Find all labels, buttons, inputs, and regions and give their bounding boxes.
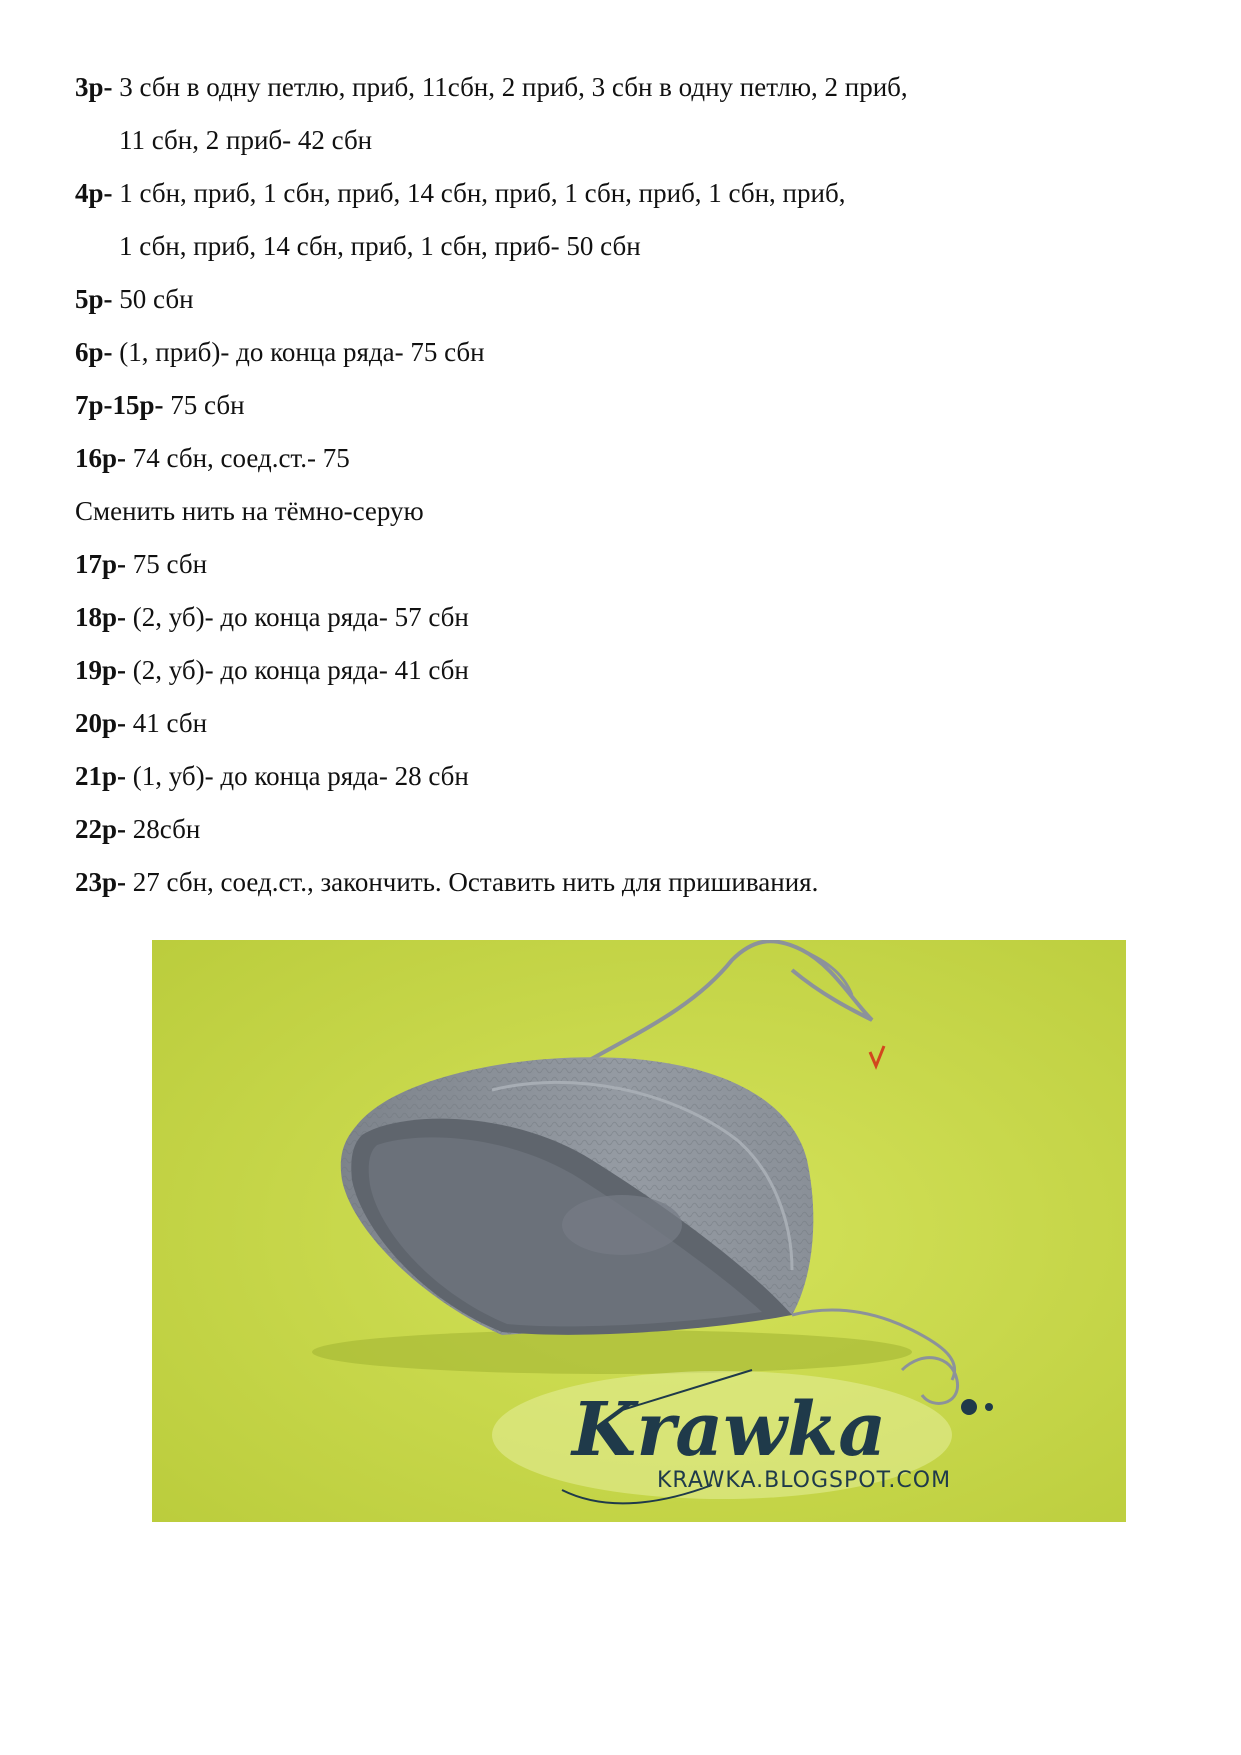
row-text: 75 сбн bbox=[126, 549, 208, 579]
logo-url: KRAWKA.BLOGSPOT.COM bbox=[657, 1468, 952, 1493]
instruction-text: Сменить нить на тёмно-серую bbox=[75, 496, 424, 526]
row-text: 28сбн bbox=[126, 814, 201, 844]
row-label: 17р- bbox=[75, 549, 127, 579]
row-text: 27 сбн, соед.ст., закончить. Оставить нить для пришивания. bbox=[126, 867, 819, 897]
row-label: 23р- bbox=[75, 867, 127, 897]
row-line bbox=[75, 547, 1175, 582]
row-text: 11 сбн, 2 приб- 42 сбн bbox=[119, 125, 373, 155]
row-label: 22р- bbox=[75, 814, 127, 844]
row-label: 3р- bbox=[75, 72, 113, 102]
row-text: 75 сбн bbox=[163, 390, 245, 420]
row-label: 5р- bbox=[75, 284, 113, 314]
row-text: 3 сбн в одну петлю, приб, 11сбн, 2 приб, 3 сбн в одну петлю, 2 приб, bbox=[112, 72, 908, 102]
row-text: 50 сбн bbox=[112, 284, 194, 314]
row-label: 20р- bbox=[75, 708, 127, 738]
row-line-continuation bbox=[119, 123, 1175, 158]
row-text: (1, приб)- до конца ряда- 75 сбн bbox=[112, 337, 485, 367]
row-text: (1, уб)- до конца ряда- 28 сбн bbox=[126, 761, 469, 791]
row-line bbox=[75, 812, 1175, 847]
row-line bbox=[75, 865, 1175, 900]
row-line bbox=[75, 706, 1175, 741]
pattern-rows bbox=[75, 70, 1175, 918]
row-label: 18р- bbox=[75, 602, 127, 632]
row-text: (2, уб)- до конца ряда- 57 сбн bbox=[126, 602, 469, 632]
row-text: (2, уб)- до конца ряда- 41 сбн bbox=[126, 655, 469, 685]
row-text: 1 сбн, приб, 14 сбн, приб, 1 сбн, приб- 50 сбн bbox=[119, 231, 641, 261]
logo-text: Krawka bbox=[572, 1387, 887, 1473]
crochet-inner-base bbox=[562, 1195, 682, 1255]
crochet-photo bbox=[152, 940, 1126, 1522]
row-label: 6р- bbox=[75, 337, 113, 367]
row-label: 19р- bbox=[75, 655, 127, 685]
piece-shadow bbox=[312, 1330, 912, 1374]
row-line bbox=[75, 282, 1175, 317]
row-label: 21р- bbox=[75, 761, 127, 791]
crochet-piece-illustration bbox=[152, 940, 1126, 1522]
instruction-line bbox=[75, 494, 1175, 529]
row-text: 74 сбн, соед.ст.- 75 bbox=[126, 443, 350, 473]
row-label: 4р- bbox=[75, 178, 113, 208]
row-line bbox=[75, 176, 1175, 211]
row-text: 1 сбн, приб, 1 сбн, приб, 14 сбн, приб, 1 сбн, приб, 1 сбн, приб, bbox=[112, 178, 846, 208]
row-line bbox=[75, 759, 1175, 794]
row-line bbox=[75, 441, 1175, 476]
row-text: 41 сбн bbox=[126, 708, 208, 738]
row-line-continuation bbox=[119, 229, 1175, 264]
row-line bbox=[75, 653, 1175, 688]
row-label: 7р-15р- bbox=[75, 390, 164, 420]
row-line bbox=[75, 388, 1175, 423]
row-line bbox=[75, 70, 1175, 105]
row-line bbox=[75, 335, 1175, 370]
row-label: 16р- bbox=[75, 443, 127, 473]
row-line bbox=[75, 600, 1175, 635]
